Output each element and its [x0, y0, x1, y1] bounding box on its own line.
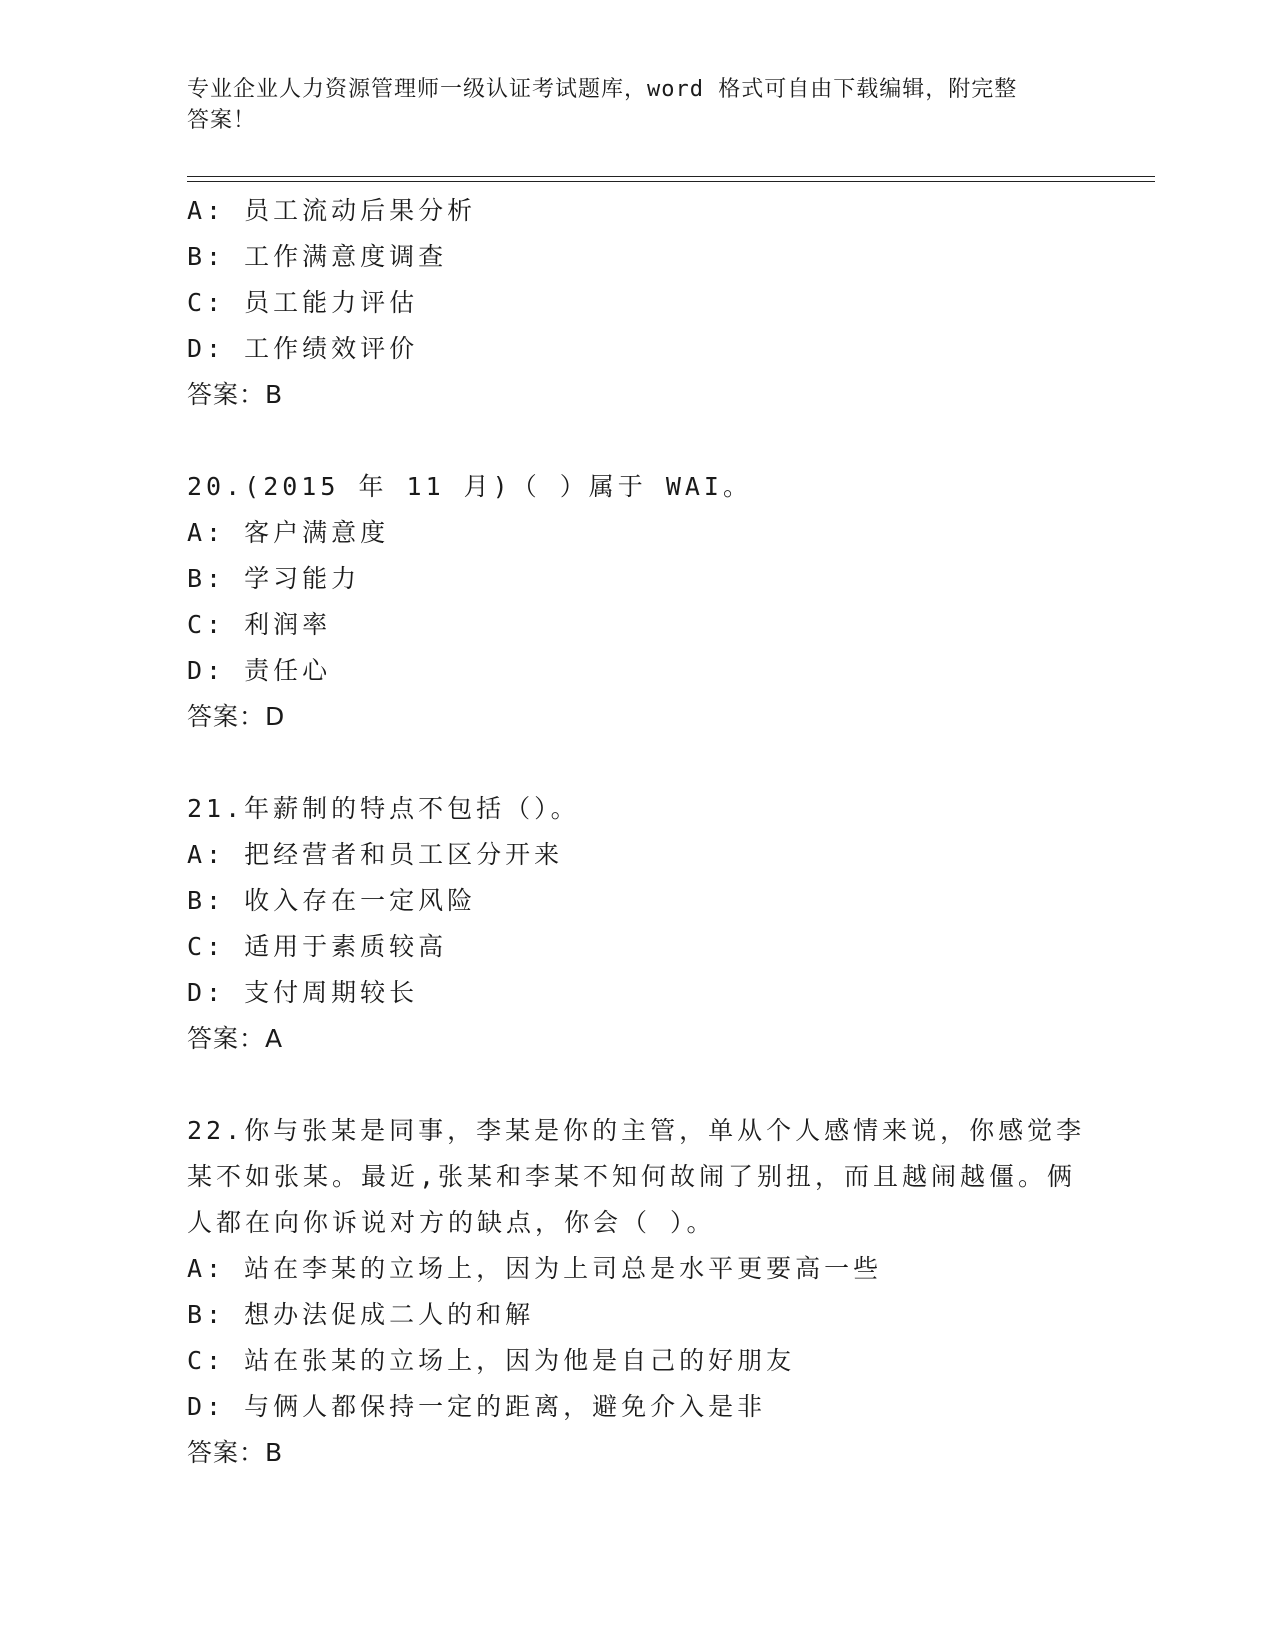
option-c: C: 适用于素质较高: [187, 932, 448, 961]
option-c: C: 员工能力评估: [187, 288, 419, 317]
option-a: A: 站在李某的立场上，因为上司总是水平更要高一些: [187, 1254, 883, 1283]
option-b: B: 想办法促成二人的和解: [187, 1300, 535, 1329]
question-19: [187, 188, 1147, 418]
option-b: B: 学习能力: [187, 564, 361, 593]
spacer: [187, 418, 1147, 464]
option-a: A: 员工流动后果分析: [187, 196, 477, 225]
spacer: [187, 740, 1147, 786]
question-20: [187, 464, 1147, 740]
option-c: C: 利润率: [187, 610, 332, 639]
header-line-2: 答案！: [187, 108, 257, 133]
header-divider-top: [187, 176, 1155, 177]
option-d: D: 与俩人都保持一定的距离，避免介入是非: [187, 1392, 767, 1421]
spacer: [187, 1062, 1147, 1108]
option-a: A: 把经营者和员工区分开来: [187, 840, 564, 869]
option-c: C: 站在张某的立场上，因为他是自己的好朋友: [187, 1346, 796, 1375]
option-d: D: 责任心: [187, 656, 332, 685]
option-b: B: 收入存在一定风险: [187, 886, 477, 915]
answer-label: 答案：B: [187, 1438, 284, 1467]
option-b: B: 工作满意度调查: [187, 242, 448, 271]
question-21: [187, 786, 1147, 1062]
answer-label: 答案：A: [187, 1024, 284, 1053]
question-text-line-1: 22.你与张某是同事，李某是你的主管，单从个人感情来说，你感觉李: [187, 1116, 1086, 1145]
question-22: [187, 1108, 1147, 1476]
question-text: 21.年薪制的特点不包括（）。: [187, 794, 580, 823]
question-text: 20.(2015 年 11 月)（ ）属于 WAI。: [187, 472, 752, 501]
option-d: D: 工作绩效评价: [187, 334, 419, 363]
page-header: [187, 74, 1087, 136]
question-list: [187, 188, 1147, 1476]
header-line-1: 专业企业人力资源管理师一级认证考试题库，word 格式可自由下载编辑，附完整: [187, 77, 1018, 102]
header-divider-bottom: [187, 181, 1155, 182]
option-a: A: 客户满意度: [187, 518, 390, 547]
option-d: D: 支付周期较长: [187, 978, 419, 1007]
question-text-line-2: 某不如张某。最近,张某和李某不知何故闹了别扭，而且越闹越僵。俩: [187, 1162, 1077, 1191]
answer-label: 答案：D: [187, 702, 286, 731]
question-text-line-3: 人都在向你诉说对方的缺点，你会（ ）。: [187, 1208, 716, 1237]
answer-label: 答案：B: [187, 380, 284, 409]
